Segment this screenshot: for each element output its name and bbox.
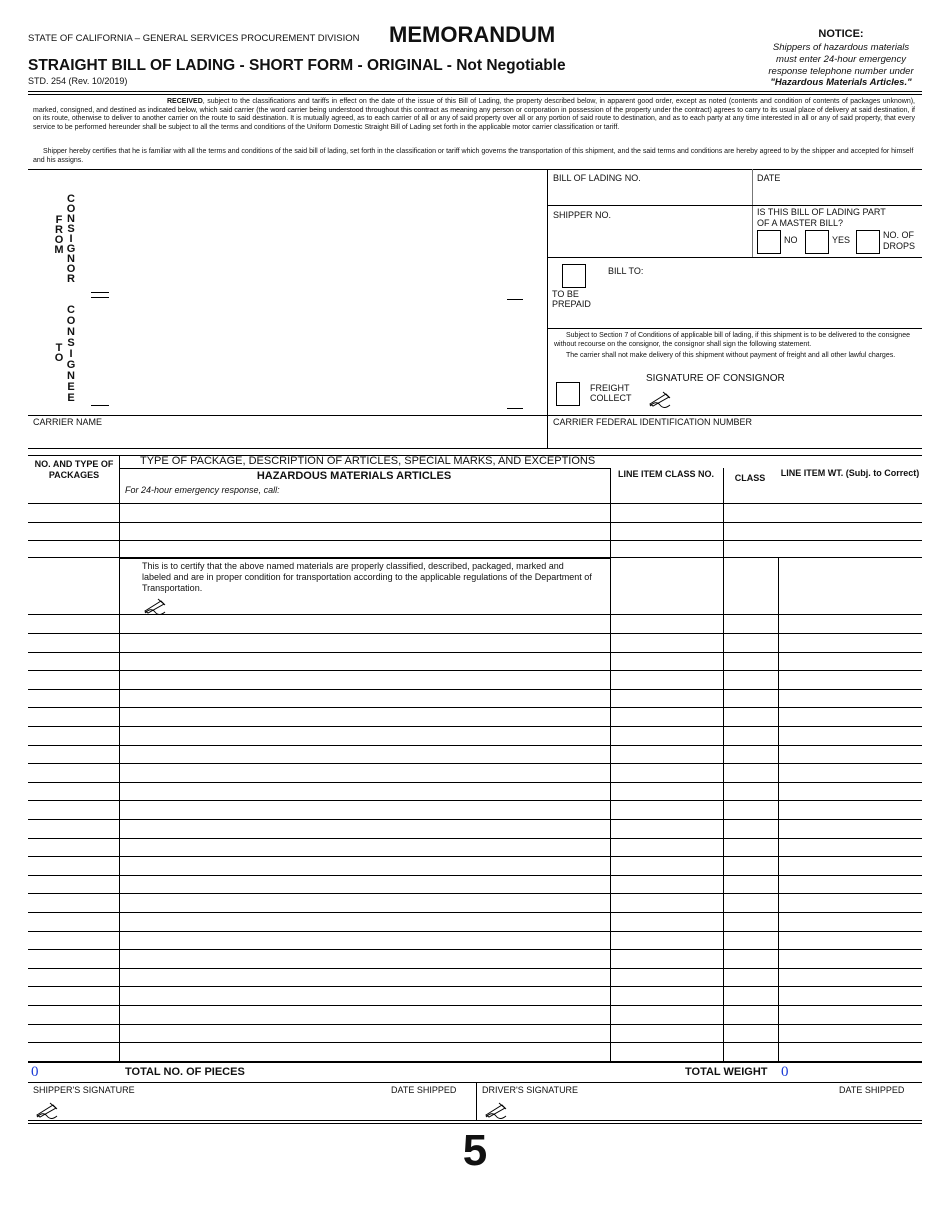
header-rule-2 [28,94,922,95]
section7-text: Subject to Section 7 of Conditions of applicable bill of lading, if this shipment is to be delivered to the consignee without recourse on the consignor, the consignor shall sign the following statement. [554,332,910,348]
date-label: DATE [757,173,781,183]
section7-rule [547,328,922,329]
freight-collect-label: FREIGHT COLLECT [590,383,632,403]
total-pieces-label: TOTAL NO. OF PIECES [125,1066,245,1078]
from-text: FROM [53,214,65,254]
dot-certification-text: This is to certify that the above named materials are properly classified, described, packaged, marked and labeled and are in proper condition for transportation according to the applicable regulations of the Department of Transportation. [142,561,592,593]
consignor-signature-icon[interactable] [648,390,672,413]
parties-divider [547,169,548,448]
from-label [53,214,65,256]
driver-signature-label: DRIVER'S SIGNATURE [482,1085,579,1095]
received-terms [33,98,915,132]
totals-top-rule [28,1061,922,1063]
table-row[interactable] [28,670,922,671]
consignee-mark-right [507,408,523,409]
table-row[interactable] [28,1005,922,1006]
total-pieces-value[interactable]: 0 [31,1064,39,1080]
no-of-drops-field[interactable] [856,230,880,254]
table-row[interactable] [28,726,922,727]
to-label [53,342,65,364]
prepaid-label: TO BE PREPAID [552,289,591,309]
consignor-mark-left-2 [91,297,109,298]
total-weight-label: TOTAL WEIGHT [685,1066,768,1078]
page-number: 5 [462,1126,488,1175]
shipper-no-field[interactable] [553,222,748,252]
cert-box-top [119,558,610,559]
carrier-top-rule [28,415,922,416]
shipper-no-label: SHIPPER NO. [553,210,612,220]
table-row[interactable] [28,707,922,708]
carrier-fein-label: CARRIER FEDERAL IDENTIFICATION NUMBER [553,417,753,427]
table-row[interactable] [28,893,922,894]
consignor-mark-left [91,292,109,293]
master-bill-no-checkbox[interactable] [757,230,781,254]
table-row[interactable] [28,689,922,690]
table-row[interactable] [28,986,922,987]
master-bill-yes-checkbox[interactable] [805,230,829,254]
table-row[interactable] [28,949,922,950]
notice-text: Shippers of hazardous materials must enter 24-hour emergency response telephone number under [768,42,914,77]
cert-box-bottom [28,614,922,615]
master-bill-no-label: NO [784,235,798,245]
received-text: , subject to the classifications and tariffs in effect on the date of the issue of this Bill of Lading, the property described below, in apparent good order, except as noted (contents and condition of contents of packages unknown), marked, consigned, and destined as indicated below, which said carrier (the word carrier being understood throughout this contract as meaning any person or corporation in possession of the property under the contract) agrees to carry to its usual place of delivery at said destination, if on its route, otherwise to deliver to another carrier on the route to said destination. It is mutually agreed, as to each carrier of all or any of said property over all or any portion of said route to destination, and as to each party at any time interested in all or any of said property, that every service to be performed hereunder shall be subject to all the terms and conditions of the Uniform Domestic Straight Bill of Lading set forth in the applicable motor carrier classification or tariff. [33,98,915,131]
totals-bottom-rule [28,1082,922,1083]
date-shipped-label-2: DATE SHIPPED [839,1085,905,1095]
carrier-name-label: CARRIER NAME [33,417,103,427]
row-line [28,522,922,523]
memo-heading: MEMORANDUM [389,22,556,47]
table-row[interactable] [28,912,922,913]
bill-to-label: BILL TO: [608,266,644,276]
carrier-fein-field[interactable] [553,429,918,447]
agency-name: STATE OF CALIFORNIA – GENERAL SERVICES PROCUREMENT DIVISION [28,33,360,44]
col-class-header: CLASS [734,473,766,483]
shipper-certification: Shipper hereby certifies that he is familiar with all the terms and conditions of the said bill of lading, set forth in the classification or tariff which governs the transportation of this shipment, and the said terms and conditions are hereby agreed to by the shipper and accepted for himself and his assigns. [33,148,914,164]
table-row[interactable] [28,819,922,820]
form-title: STRAIGHT BILL OF LADING - SHORT FORM - ORIGINAL - Not Negotiable [28,57,566,74]
col-class-no-header: LINE ITEM CLASS NO. [617,469,714,479]
table-row[interactable] [28,968,922,969]
table-row[interactable] [28,800,922,801]
col-weight-header: LINE ITEM WT. (Subj. to Correct) [780,468,920,478]
signature-consignor-label: SIGNATURE OF CONSIGNOR [646,373,785,384]
col-div-1 [119,455,120,1062]
row-line [28,503,922,504]
date-divider [752,169,753,257]
col-desc-top-header: TYPE OF PACKAGE, DESCRIPTION OF ARTICLES, SPECIAL MARKS, AND EXCEPTIONS [140,455,596,467]
table-row[interactable] [28,652,922,653]
master-bill-yes-label: YES [832,235,851,245]
consignee-label [65,304,77,405]
emergency-call-label: For 24-hour emergency response, call: [125,485,280,495]
consignee-text: CONSIGNEE [65,304,77,403]
table-row[interactable] [28,931,922,932]
form-number: STD. 254 (Rev. 10/2019) [28,76,128,86]
row-line [28,540,922,541]
consignor-field[interactable] [110,175,520,293]
date-field[interactable] [757,185,917,203]
consignor-label [65,193,77,285]
bill-to-rule [547,257,922,258]
bill-to-field[interactable] [608,278,918,323]
table-row[interactable] [28,856,922,857]
table-row[interactable] [28,633,922,634]
carrier-name-field[interactable] [33,429,543,447]
header-rule [28,91,922,92]
notice-title: NOTICE: [818,28,864,40]
no-of-drops-label: NO. OF DROPS [883,230,916,251]
received-bold: RECEIVED [167,98,203,105]
table-row[interactable] [28,745,922,746]
prepaid-checkbox[interactable] [562,264,586,288]
col-hazmat-header: HAZARDOUS MATERIALS ARTICLES [256,470,452,482]
shipper-signature-label: SHIPPER'S SIGNATURE [33,1085,135,1095]
consignee-field[interactable] [110,300,520,405]
footer-rule [28,1120,922,1121]
table-row[interactable] [28,875,922,876]
consignor-mark-right [507,299,523,300]
carrier-bottom-rule [28,448,922,449]
to-text: TO [53,342,65,362]
freight-collect-checkbox[interactable] [556,382,580,406]
table-row[interactable] [28,838,922,839]
table-row[interactable] [28,763,922,764]
bol-no-field[interactable] [553,185,748,203]
consignor-text: CONSIGNOR [65,193,77,283]
carrier-delivery-text: The carrier shall not make delivery of this shipment without payment of freight and all other lawful charges. [566,352,896,359]
master-bill-question: IS THIS BILL OF LADING PART OF A MASTER BILL? [757,207,886,228]
col-packages-header: NO. AND TYPE OF PACKAGES [34,459,114,480]
bol-no-label: BILL OF LADING NO. [553,173,641,183]
footer-rule-2 [28,1123,922,1124]
desc-subheader-rule [119,468,610,469]
date-shipped-label-1: DATE SHIPPED [391,1085,457,1095]
notice-quote: "Hazardous Materials Articles." [770,77,912,88]
total-weight-value[interactable]: 0 [781,1064,789,1080]
signature-divider [476,1082,477,1120]
table-row[interactable] [28,782,922,783]
table-row[interactable] [28,1042,922,1043]
parties-top-rule [28,169,922,170]
certification-signature-icon[interactable] [143,597,167,620]
shipper-no-rule [547,205,922,206]
consignee-mark-left [91,405,109,406]
table-row[interactable] [28,1024,922,1025]
